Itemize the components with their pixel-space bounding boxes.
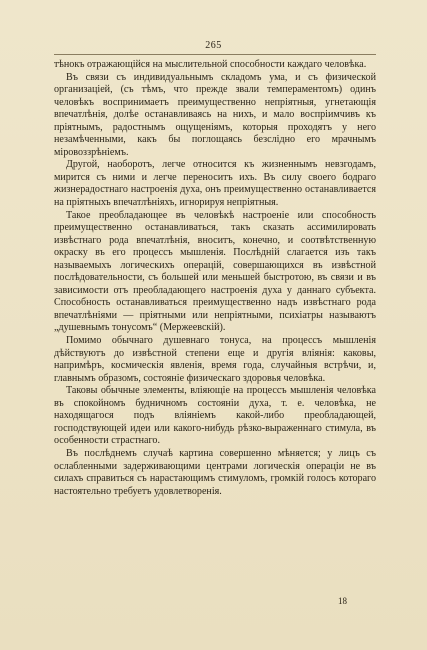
paragraph: Другой, наоборотъ, легче относится къ жизненнымъ невзгодамъ, мирится съ ними и легче переноситъ ихъ. Въ силу своего бодраго жизнерадостнаго настроенія духа, онъ преимущественно останавливается на пріятныхъ впечатлѣніяхъ, игнорируя непріятныя.: [54, 159, 376, 209]
paragraph: Помимо обычнаго душевнаго тонуса, на процессъ мышленія дѣйствуютъ до извѣстной степени еще и другія вліянія: каковы, напримѣръ, космическія явленія, время года, случайныя встрѣчи, и, главнымъ образомъ, состояніе физическаго здоровья человѣка.: [54, 335, 376, 384]
header-rule: [54, 54, 376, 55]
paragraph: Въ послѣднемъ случаѣ картина совершенно мѣняется; у лицъ съ ослабленными задерживающими центрами логическія операціи не въ силахъ справиться съ нарастающимъ стимуломъ, громкій голосъ котораго настоятельно требуетъ удовлетворенія.: [54, 447, 376, 497]
page-number: 265: [205, 40, 222, 51]
paragraph: Таковы обычные элементы, вліяющіе на процессъ мышленія человѣка въ спокойномъ будничномъ состояніи духа, т. е. человѣка, не находящагося подъ вліяніемъ какой-либо преобладающей, господствующей идеи или какого-нибудь рѣзко-выраженнаго стимула, въ особенности страстнаго.: [54, 385, 376, 447]
paragraph-continuation: тѣнокъ отражающійся на мыслительной способности каждаго человѣка.: [54, 59, 367, 70]
signature-mark: 18: [338, 596, 347, 606]
paragraph: Въ связи съ индивидуальнымъ складомъ ума, и съ физической организаціей, (съ тѣмъ, что прежде звали темпераментомъ) одинъ человѣкъ воспринимаетъ преимущественно непріятныя, угнетающія впечатлѣнія, долѣе останавливаясь на нихъ, и мало воспріимчивъ къ пріятнымъ, радостнымъ ощущеніямъ, которыя проходятъ у него незамѣченными, какъ бы поглощаясь безсліднo его мрачнымъ міровоззрѣніемъ.: [54, 71, 376, 158]
paragraph: Такое преобладающее въ человѣкѣ настроеніе или способность преимущественно останавливаться, такъ сказать ассимилировать извѣстнаго рода впечатлѣнія, вноситъ, конечно, и соотвѣтственную окраску въ его процессъ мышленія. Послѣдній слагается изъ такъ называемыхъ логическихъ операцій, совершающихся въ извѣстной послѣдовательности, съ большей или меньшей быстротою, въ связи и въ зависимости отъ преобладающего настроенія духа у даннаго субъекта. Способность останавливаться преимущественно надъ извѣстнаго рода впечатлѣніями — пріятными или непріятными, психіатры называютъ „душевнымъ тонусомъ“ (Мержеевскій).: [54, 209, 376, 334]
body-text: [54, 59, 376, 498]
